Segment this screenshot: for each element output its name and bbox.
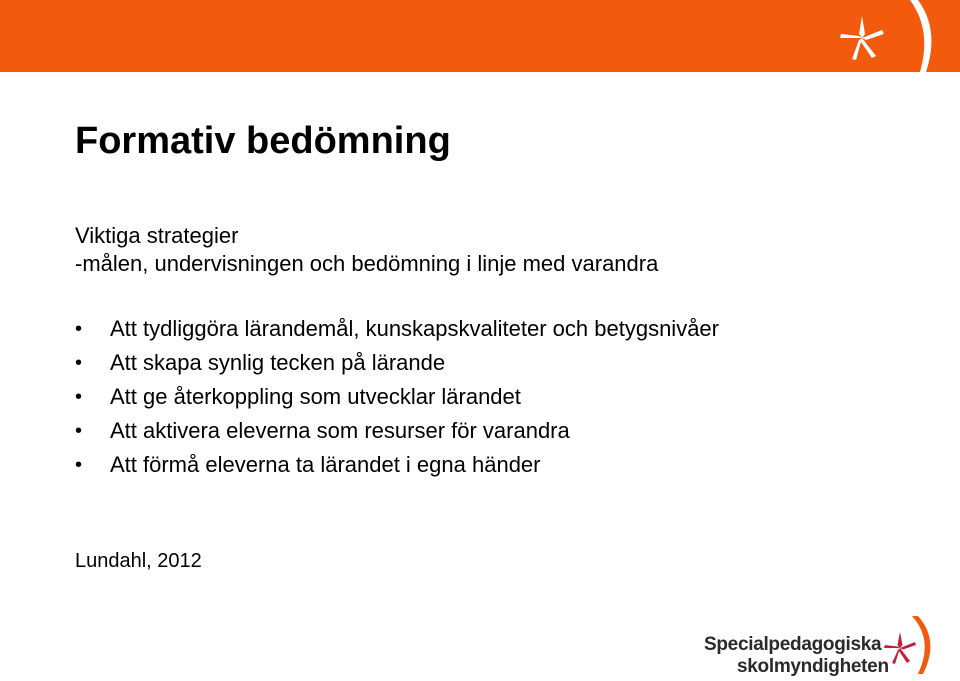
citation: Lundahl, 2012 — [75, 550, 202, 572]
list-item: • Att skapa synlig tecken på lärande — [75, 346, 719, 380]
logo-text-line2: skolmyndigheten — [737, 656, 889, 677]
list-item: • Att förmå eleverna ta lärandet i egna händer — [75, 448, 719, 482]
star-burst-logo-icon — [876, 610, 936, 678]
intro-block — [75, 222, 658, 278]
list-item: • Att ge återkoppling som utvecklar lärandet — [75, 380, 719, 414]
intro-line-2: -målen, undervisningen och bedömning i linje med varandra — [75, 251, 659, 276]
header-bar — [0, 0, 960, 72]
intro-line-1: Viktiga strategier — [75, 223, 239, 248]
strategy-list — [75, 312, 719, 482]
list-item: • Att aktivera eleverna som resurser för varandra — [75, 414, 719, 448]
slide-title: Formativ bedömning — [75, 120, 451, 162]
organization-logo — [704, 606, 944, 681]
logo-text-line1: Specialpedagogiska — [704, 634, 882, 655]
list-item: • Att tydliggöra lärandemål, kunskapskvaliteter och betygsnivåer — [75, 312, 719, 346]
star-burst-logo-icon — [832, 0, 942, 72]
